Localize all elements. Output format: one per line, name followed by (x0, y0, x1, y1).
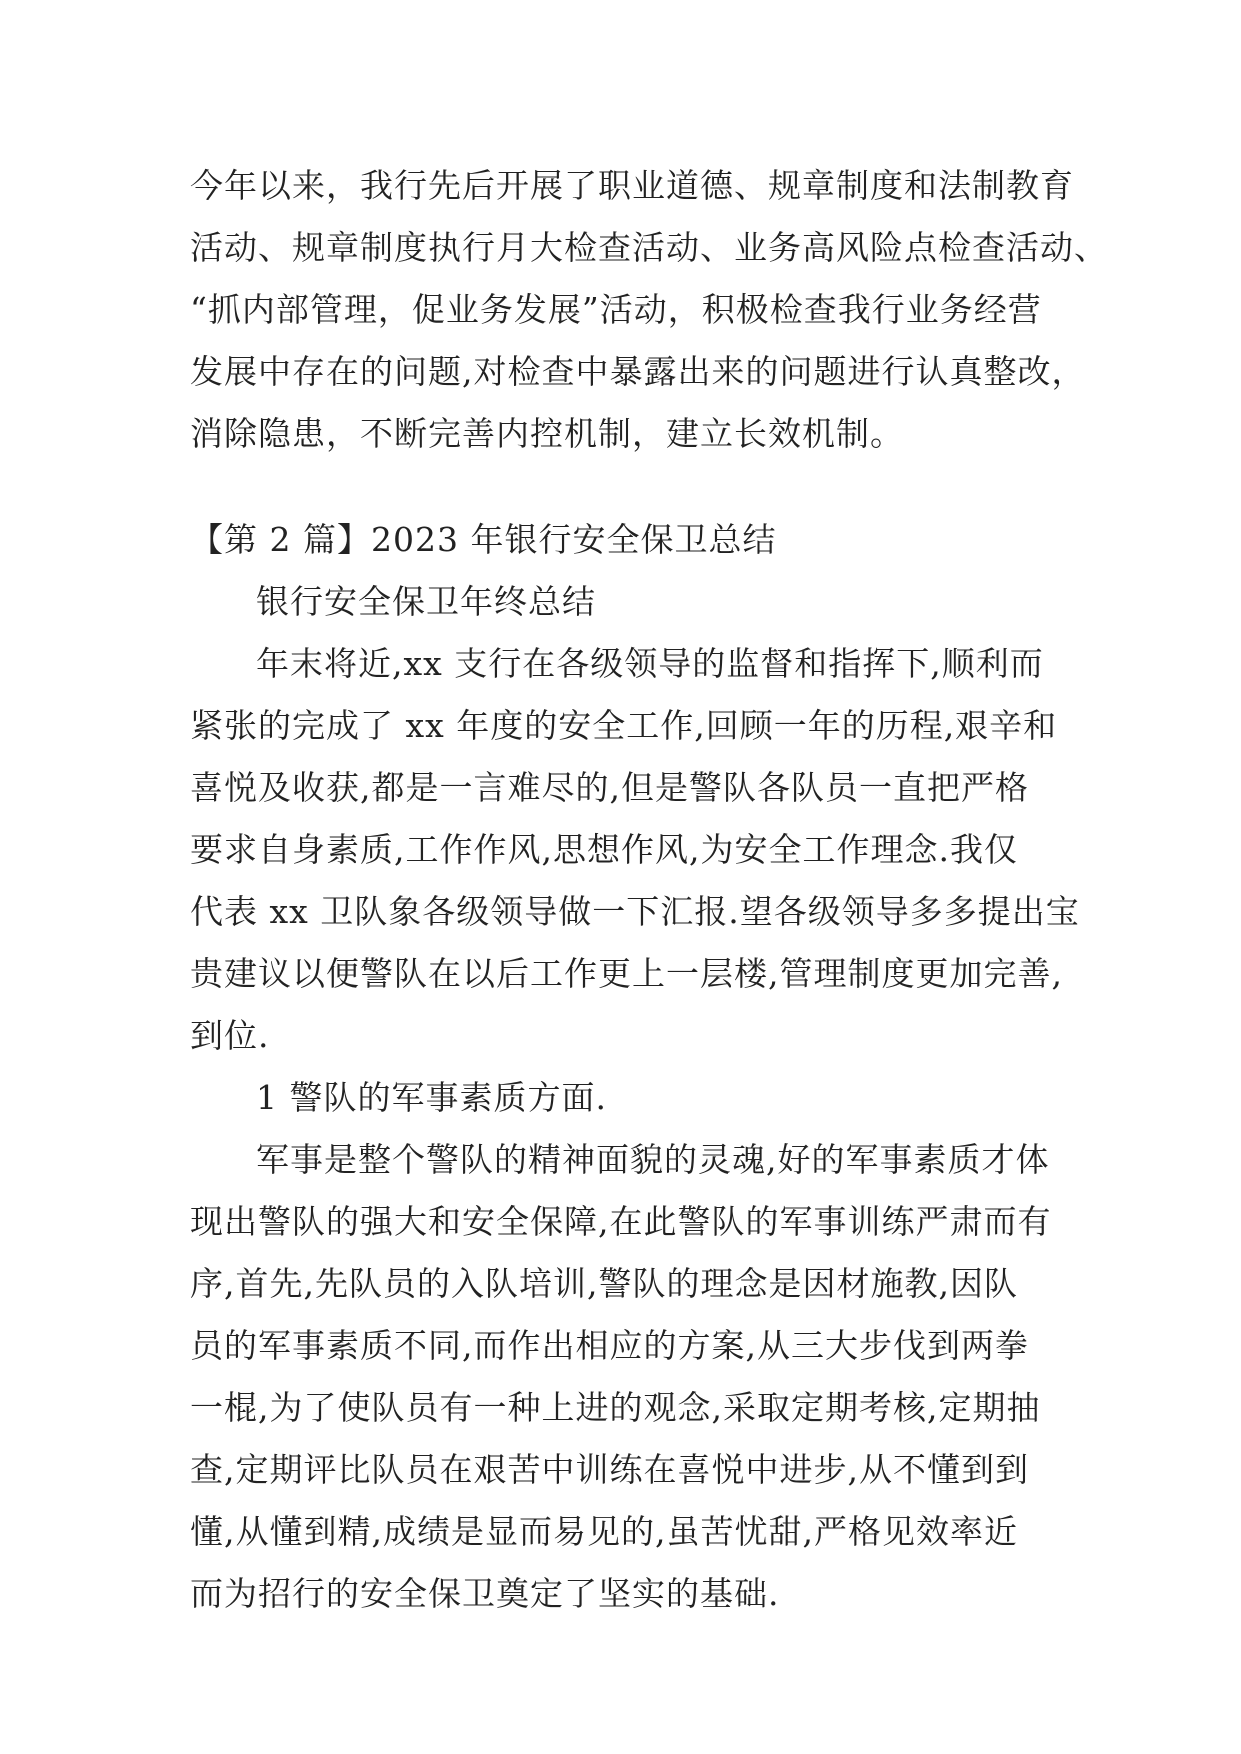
paragraph-line: 活动、规章制度执行月大检查活动、业务高风险点检查活动、 (190, 228, 1108, 267)
paragraph-line: 到位. (190, 1016, 270, 1055)
paragraph-line: 发展中存在的问题,对检查中暴露出来的问题进行认真整改， (190, 352, 1086, 391)
paragraph-line: 现出警队的强大和安全保障,在此警队的军事训练严肃而有 (190, 1202, 1052, 1241)
item-heading: 1 警队的军事素质方面. (256, 1078, 607, 1117)
paragraph-line: 序,首先,先队员的入队培训,警队的理念是因材施教,因队 (190, 1264, 1018, 1303)
document-subtitle: 银行安全保卫年终总结 (256, 582, 596, 621)
paragraph-line: 懂,从懂到精,成绩是显而易见的,虽苦忧甜,严格见效率近 (190, 1512, 1018, 1551)
paragraph-line: “抓内部管理，促业务发展”活动，积极检查我行业务经营 (190, 290, 1042, 329)
section-2 (190, 509, 1080, 1625)
paragraph-line: 喜悦及收获,都是一言难尽的,但是警队各队员一直把严格 (190, 768, 1029, 807)
paragraph-line: 军事是整个警队的精神面貌的灵魂,好的军事素质才体 (256, 1140, 1050, 1179)
paragraph-line: 代表 xx 卫队象各级领导做一下汇报.望各级领导多多提出宝 (190, 892, 1080, 931)
paragraph-line: 今年以来，我行先后开展了职业道德、规章制度和法制教育 (190, 166, 1074, 205)
paragraph-line: 一棍,为了使队员有一种上进的观念,采取定期考核,定期抽 (190, 1388, 1041, 1427)
paragraph-line: 而为招行的安全保卫奠定了坚实的基础. (190, 1574, 780, 1613)
section-heading: 【第 2 篇】2023 年银行安全保卫总结 (190, 520, 777, 559)
section-1-paragraph (190, 155, 1108, 465)
paragraph-line: 消除隐患，不断完善内控机制，建立长效机制。 (190, 414, 904, 453)
paragraph-line: 员的军事素质不同,而作出相应的方案,从三大步伐到两拳 (190, 1326, 1029, 1365)
paragraph-line: 年末将近,xx 支行在各级领导的监督和指挥下,顺利而 (256, 644, 1044, 683)
paragraph-line: 紧张的完成了 xx 年度的安全工作,回顾一年的历程,艰辛和 (190, 706, 1058, 745)
paragraph-line: 查,定期评比队员在艰苦中训练在喜悦中进步,从不懂到到 (190, 1450, 1029, 1489)
paragraph-line: 贵建议以便警队在以后工作更上一层楼,管理制度更加完善, (190, 954, 1063, 993)
paragraph-line: 要求自身素质,工作作风,思想作风,为安全工作理念.我仅 (190, 830, 1018, 869)
